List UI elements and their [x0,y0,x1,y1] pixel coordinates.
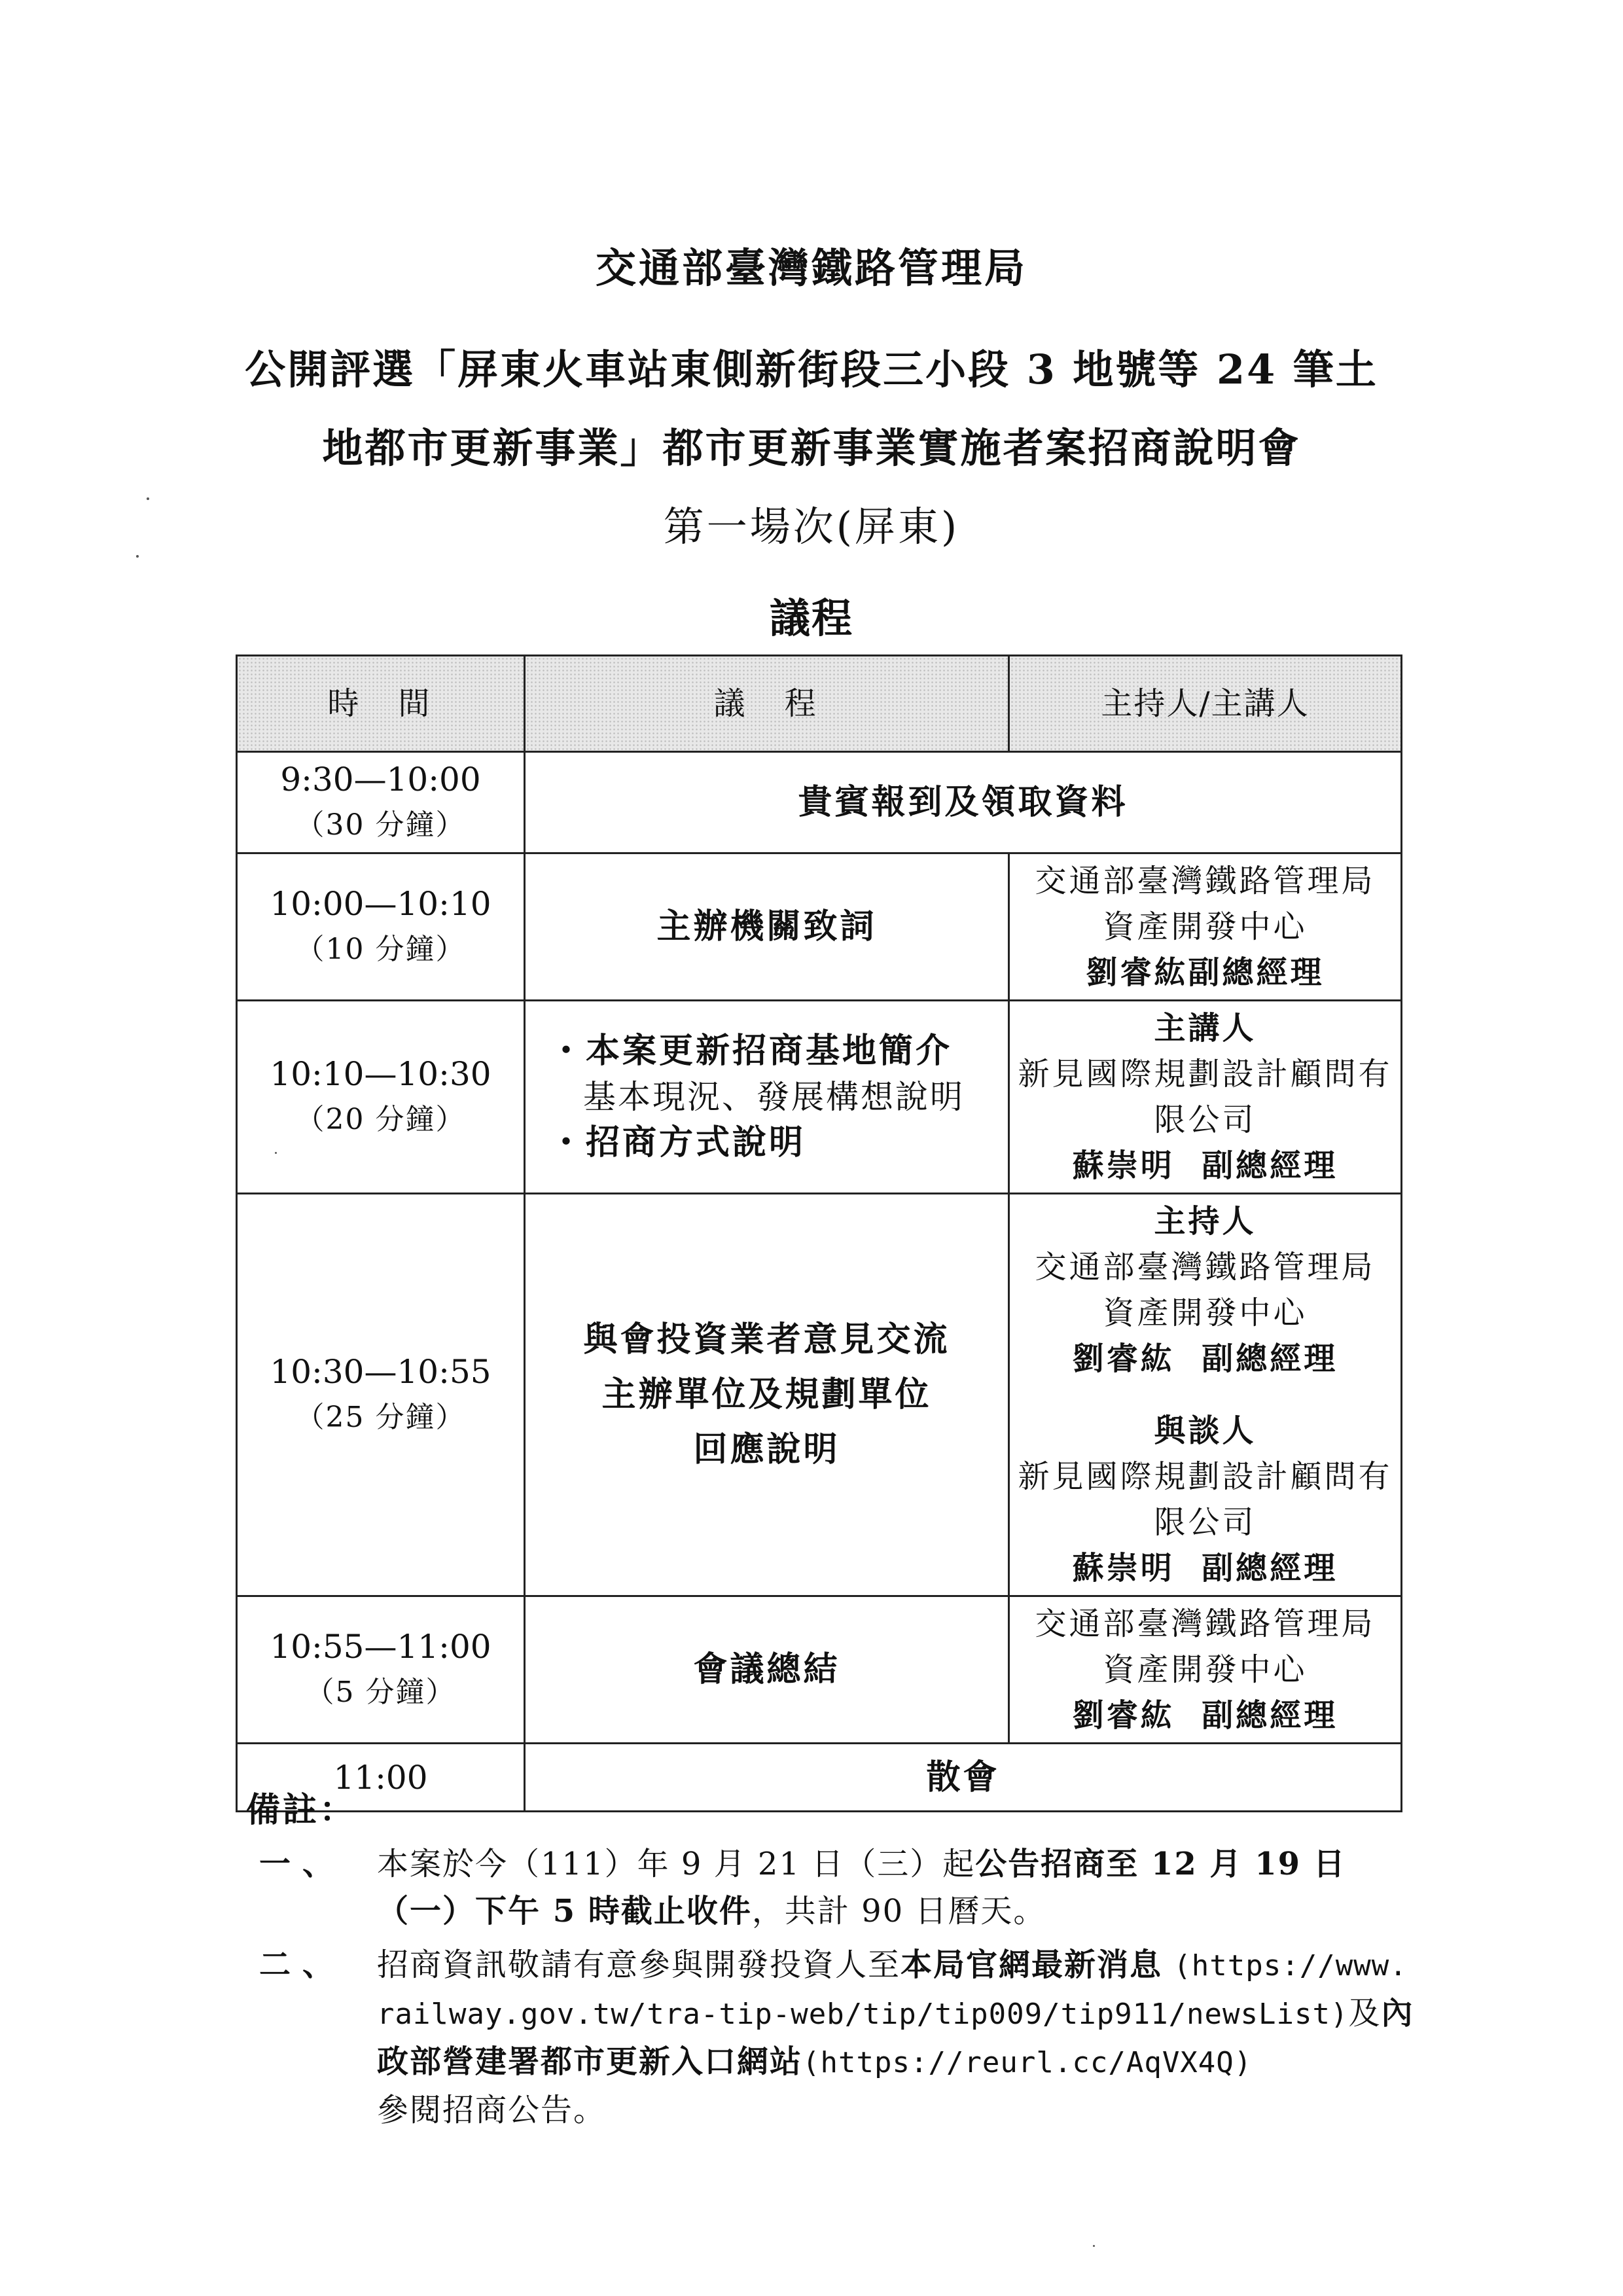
scan-speck [147,497,149,500]
duration: （10 分鐘） [295,933,466,966]
host-cell [1009,1001,1402,1194]
note-emphasis: 本局官網最新消息 [901,1946,1163,1983]
agenda-heading: 議程 [769,594,853,642]
host-org-line: 新見國際規劃設計顧問有 [1018,1056,1393,1092]
host-org-line: 交通部臺灣鐵路管理局 [1035,1605,1376,1642]
panelist-role: 與談人 [1154,1412,1257,1449]
notes-section [246,1787,1424,2134]
host-org-line: 交通部臺灣鐵路管理局 [1035,1249,1376,1285]
duration: （30 分鐘） [295,808,466,842]
note-number: 一、 [259,1846,346,1882]
note-text: ，共計 90 日曆天。 [751,1893,1046,1929]
header-agenda: 議 程 [525,656,1009,752]
table-row [237,853,1402,1001]
document-title-line2: 地都市更新事業」都市更新事業實施者案招商說明會 [322,424,1301,472]
time-cell [237,1001,525,1194]
duration: （25 分鐘） [295,1401,466,1434]
agenda-item-line: 主辦單位及規劃單位 [601,1374,932,1414]
panelist-org-line: 限公司 [1154,1504,1257,1541]
spacer [1016,1382,1394,1408]
host-name: 劉睿紘 副總經理 [1072,1340,1338,1377]
time-cell [237,752,525,853]
note-item [246,1840,1424,1935]
note-item [246,1941,1424,2134]
duration: （5 分鐘） [305,1676,456,1709]
note-text: 本案於今（111）年 9 月 21 日（三）起 [377,1846,976,1882]
panelist-name: 蘇崇明 副總經理 [1072,1550,1338,1587]
scan-speck [136,555,139,558]
scan-speck [275,1152,277,1154]
host-role: 主持人 [1154,1203,1257,1240]
host-cell [1009,853,1402,1001]
header-host: 主持人/主講人 [1009,656,1402,752]
host-org-line: 交通部臺灣鐵路管理局 [1035,863,1376,899]
website-url[interactable]: (https://www.railway.gov.tw/tra-tip-web/tip/tip009/tip911/newsList) [377,1949,1408,2031]
document-title [0,331,1623,488]
host-org-line: 資產開發中心 [1103,908,1308,945]
agenda-bullet: ・本案更新招商基地簡介 [549,1031,953,1071]
notes-heading: 備註： [246,1790,357,1830]
agenda-item-cell [525,853,1009,1001]
time-cell [237,1194,525,1596]
agenda-bullet: ・招商方式說明 [549,1122,806,1162]
host-role: 主講人 [1154,1010,1257,1047]
host-name: 劉睿紘副總經理 [1086,954,1325,991]
organization-title: 交通部臺灣鐵路管理局 [595,244,1027,292]
time-range: 9:30—10:00 [280,761,481,798]
note-emphasis: 內政部營建署都市更新入口網站 [377,1995,1414,2080]
time-range: 10:55—11:00 [270,1628,491,1666]
note-text: 招商資訊敬請有意參與開發投資人至 [377,1946,901,1983]
agenda-item: 會議總結 [693,1649,840,1689]
host-cell [1009,1596,1402,1744]
website-url[interactable]: (https://reurl.cc/AqVX4Q) [802,2046,1253,2079]
agenda-item-cell [525,1194,1009,1596]
table-header-row [237,656,1402,752]
time-cell [237,853,525,1001]
time-range: 10:00—10:10 [270,885,491,923]
agenda-item-line: 回應說明 [693,1429,840,1469]
host-name: 劉睿紘 副總經理 [1072,1697,1338,1734]
note-text: 及 [1348,1995,1382,2032]
time-range: 10:10—10:30 [270,1055,491,1093]
agenda-bullet-detail: 基本現況、發展構想說明 [583,1078,965,1116]
header-time: 時 間 [237,656,525,752]
agenda-item-cell [525,1001,1009,1194]
note-text: 參閱招商公告。 [377,2092,607,2128]
note-emphasis: 公告招商至 12 月 19 日（一）下午 5 時截止收件 [377,1846,1346,1929]
note-number: 二、 [259,1946,346,1983]
agenda-item: 散會 [926,1757,1000,1797]
agenda-item-cell [525,752,1402,853]
session-label: 第一場次(屏東) [663,503,960,550]
host-name: 蘇崇明 副總經理 [1072,1147,1338,1184]
host-org-line: 資產開發中心 [1103,1295,1308,1331]
table-row [237,1001,1402,1194]
panelist-org-line: 新見國際規劃設計顧問有 [1018,1458,1393,1495]
agenda-item-line: 與會投資業者意見交流 [583,1319,950,1359]
agenda-item: 主辦機關致詞 [656,906,877,946]
host-org-line: 資產開發中心 [1103,1651,1308,1688]
table-row [237,752,1402,853]
table-row [237,1194,1402,1596]
agenda-table [236,655,1402,1812]
host-org-line: 限公司 [1154,1102,1257,1138]
scan-speck [1093,2245,1095,2247]
table-row [237,1596,1402,1744]
host-cell [1009,1194,1402,1596]
document-title-line1: 公開評選「屏東火車站東側新街段三小段 3 地號等 24 筆土 [245,346,1378,393]
time-cell [237,1596,525,1744]
agenda-item-cell [525,1596,1009,1744]
time-range: 11:00 [333,1758,428,1797]
agenda-item: 貴賓報到及領取資料 [798,782,1128,822]
duration: （20 分鐘） [295,1103,466,1136]
time-range: 10:30—10:55 [270,1353,491,1391]
